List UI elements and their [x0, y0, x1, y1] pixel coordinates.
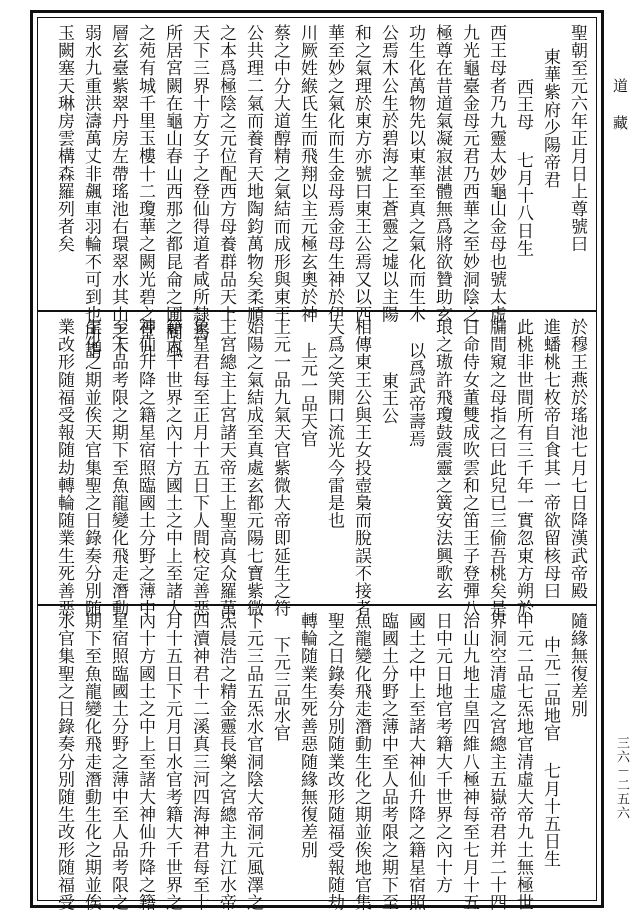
text-column: 星宿照臨國土分野之薄中至人品考限之 [108, 612, 128, 912]
text-column: 東華紫府少陽帝君 [540, 48, 560, 189]
text-column: 日命侍女董雙成吹雲和之笛王子登彈八 [459, 318, 479, 618]
text-column: 月十五日下元月日水官考籍大千世界之 [162, 612, 182, 912]
text-column: 至人品考限之期下至魚龍變化飛走潛動 [108, 318, 128, 618]
text-column: 進蟠桃七枚帝自食其一帝欲留核母曰 [540, 318, 560, 600]
text-column: 臨國土分野之薄中至人品考限之期下至 [378, 612, 398, 912]
text-column: 治山九地土皇四維八極神每至七月十五 [459, 612, 479, 912]
text-column: 上元一品天官 [297, 342, 317, 448]
text-column: 日中元日地官考籍大千世界之內十方 [432, 612, 452, 894]
margin-title-top: 道 [611, 78, 629, 97]
text-column: 神仙升降之籍星宿照臨國土分野之薄中 [135, 318, 155, 618]
text-column: 公共理二氣而養育天地陶鈞萬物矣柔順 [243, 24, 263, 324]
text-column: 牖間窺之母指之曰此兒已三偷吾桃矣是 [486, 318, 506, 618]
text-column: 內十方國土之中上至諸大神仙升降之籍 [135, 612, 155, 912]
margin-title-bottom: 藏 [611, 115, 629, 134]
text-column: 隨緣無復差別 [567, 612, 587, 718]
text-column: 之本爲極陰之元位配西方母養群品天上 [216, 24, 236, 324]
register-upper [38, 18, 596, 359]
text-column: 界洞空清虛之宮總主五嶽帝君并二十四 [486, 612, 506, 912]
text-column: 國土之中上至諸大神仙升降之籍星宿照 [405, 612, 425, 912]
register-middle [38, 312, 596, 618]
text-column: 以爲武帝壽焉 [405, 342, 425, 448]
text-column: 功生化萬物先以東華至真之氣化而生木 [405, 24, 425, 324]
text-column: 水官集聖之日錄奏分別随生改形随福受 [54, 612, 74, 912]
text-column: 聖朝至元六年正月日上尊號曰 [567, 24, 587, 253]
text-column: 業改形随福受報随劫轉輪随業生死善惡 [54, 318, 74, 618]
text-column: 中元二品七炁地官清虛大帝九土無極世 [513, 612, 533, 912]
folio-number: 三六－二五六 [614, 736, 629, 820]
text-column: 生化之期並俟天官集聖之日錄奏分別随 [81, 318, 101, 618]
text-column: 西王母 七月十八日生 [513, 78, 533, 257]
text-column: 九光龜臺金母元君乃西華之至妙洞陰之 [459, 24, 479, 324]
text-column: 弱水九重洪濤萬丈非飆車羽輪不可到也所謂 [81, 24, 101, 359]
text-column: 和之氣理於東方亦號曰東王公焉又以西 [351, 24, 371, 324]
text-column: 魚龍變化飛走潛動生化之期並俟地官集 [351, 612, 371, 912]
page-frame-inner [37, 17, 597, 912]
text-column: 聖之日錄奏分別随業改形随福受報随劫 [324, 612, 344, 912]
text-column: 此桃非世間所有三千年一實忽東方朔於 [513, 318, 533, 618]
text-column: 下元三品水官 [270, 636, 290, 742]
text-column: 華至妙之氣化而生金母焉金母生神於伊 [324, 24, 344, 324]
text-column: 天下三界十方女子之登仙得道者咸所隸焉 [189, 24, 209, 341]
text-column: 層玄臺紫翠丹房左帶瑤池右環翠水其山之下 [108, 24, 128, 359]
text-column: 四瀆神君十二溪真三河四海神君每至十 [189, 612, 209, 912]
text-column: 蔡之中分大道醇精之氣結而成形與東王 [270, 24, 290, 324]
text-column: 西王母者乃九靈太妙龜山金母也號太虛 [486, 24, 506, 324]
text-column: 象星君每至正月十五日下人間校定善惡 [189, 318, 209, 618]
text-column: 於穆王燕於瑤池七月七日降漢武帝殿 [567, 318, 587, 600]
text-column: 之苑有城千里玉樓十二瓊華之闕光碧之堂九 [135, 24, 155, 359]
text-column: 始陽之氣結成至真處玄都元陽七寶紫微 [243, 318, 263, 618]
text-column: 川厥姓緱氏生而飛翔以主元極玄奧於神 [297, 24, 317, 324]
text-column: 籍大千世界之內十方國土之中上至諸大 [162, 318, 182, 618]
text-column: 所居宮闕在龜山春山西那之都昆侖之圃閬風 [162, 24, 182, 359]
text-column: 上元一品九氣天官紫微大帝即延生之符 [270, 318, 290, 618]
text-column: 琅之璈許飛瓊鼓震靈之簧安法興歌玄 [432, 318, 452, 600]
text-column: 極尊在昔道氣凝寂湛體無爲將欲贊助玄 [432, 24, 452, 324]
register-lower [38, 606, 596, 912]
page-frame [30, 10, 604, 912]
text-column: 炁晨浩之精金靈長樂之宮總主九江水帝 [216, 612, 236, 912]
text-column: 玉闕塞天琳房雲構森羅列者矣 [54, 24, 74, 253]
text-column: 公焉木公生於碧海之上蒼靈之墟以主陽 [378, 24, 398, 324]
text-column: 中元二品地官 七月十五日生 [540, 636, 560, 868]
text-column: 天爲之笑開口流光今雷是也 [324, 318, 344, 530]
text-column: 東王公 [378, 372, 398, 425]
text-column: 轉輪随業生死善惡随緣無復差別 [297, 612, 317, 859]
text-column: 相傳東王公與王女投壺梟而脫誤不接者 [351, 318, 371, 618]
text-column: 下元三品五炁水官洞陰大帝洞元風澤之 [243, 612, 263, 912]
text-column: 上宮總主上宮諸天帝王上聖高真众羅萬 [216, 318, 236, 618]
text-column: 期下至魚龍變化飛走潛動生化之期並俟 [81, 612, 101, 912]
